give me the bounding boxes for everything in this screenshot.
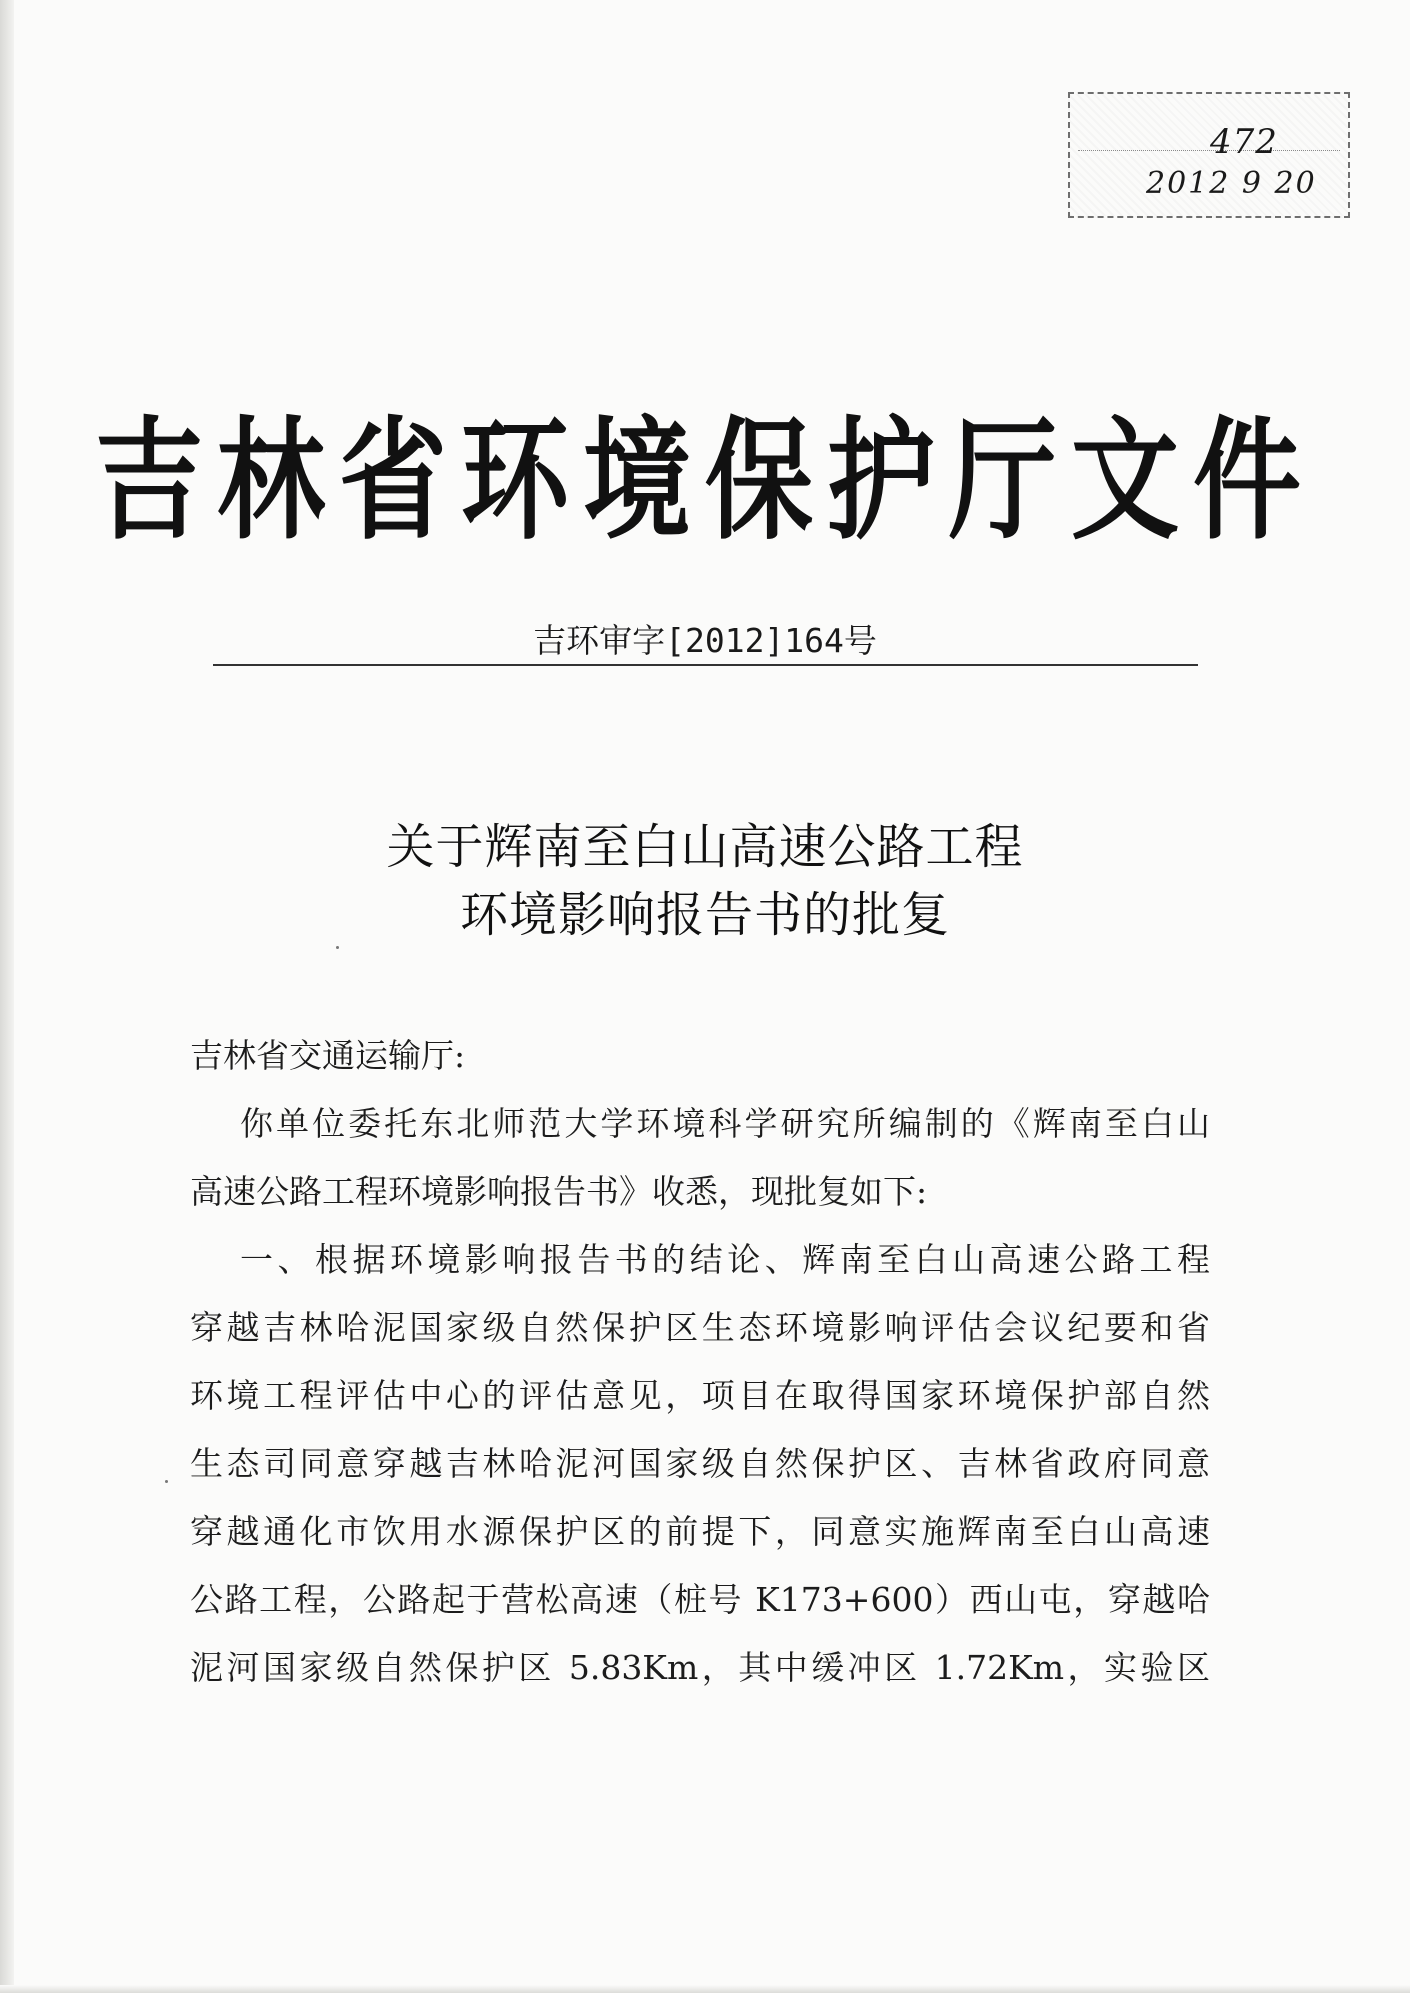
salutation: 吉林省交通运输厅: [190, 1036, 466, 1075]
body-line: 公路工程，公路起于营松高速（桩号 K173+600）西山屯，穿越哈 [190, 1580, 1210, 1619]
body-line: 穿越吉林哈泥国家级自然保护区生态环境影响评估会议纪要和省 [190, 1308, 1210, 1347]
receipt-number: 472 [1210, 122, 1278, 162]
body-line: 生态司同意穿越吉林哈泥河国家级自然保护区、吉林省政府同意 [190, 1444, 1210, 1483]
receipt-stamp [1068, 92, 1350, 218]
body-line: 环境工程评估中心的评估意见，项目在取得国家环境保护部自然 [190, 1376, 1210, 1415]
document-masthead: 吉林省环境保护厅文件 [94, 404, 1315, 558]
body-line: 你单位委托东北师范大学环境科学研究所编制的《辉南至白山 [240, 1104, 1210, 1143]
scan-speck [165, 1480, 168, 1483]
header-rule [213, 664, 1198, 666]
document-number: 吉环审字[2012]164号 [533, 621, 877, 660]
document-title-line-2: 环境影响报告书的批复 [459, 887, 950, 943]
body-line: 高速公路工程环境影响报告书》收悉，现批复如下: [190, 1172, 928, 1211]
scan-speck [336, 946, 339, 949]
stamp-divider [1078, 150, 1340, 151]
document-title-line-1: 关于辉南至白山高速公路工程 [386, 819, 1024, 875]
scan-edge-bottom [0, 1985, 1410, 1993]
body-line: 穿越通化市饮用水源保护区的前提下，同意实施辉南至白山高速 [190, 1512, 1210, 1551]
receipt-date: 2012 9 20 [1146, 166, 1317, 201]
body-line: 泥河国家级自然保护区 5.83Km，其中缓冲区 1.72Km，实验区 [190, 1648, 1210, 1687]
body-line: 一、根据环境影响报告书的结论、辉南至白山高速公路工程 [240, 1240, 1210, 1279]
scan-edge-left [0, 0, 14, 1993]
